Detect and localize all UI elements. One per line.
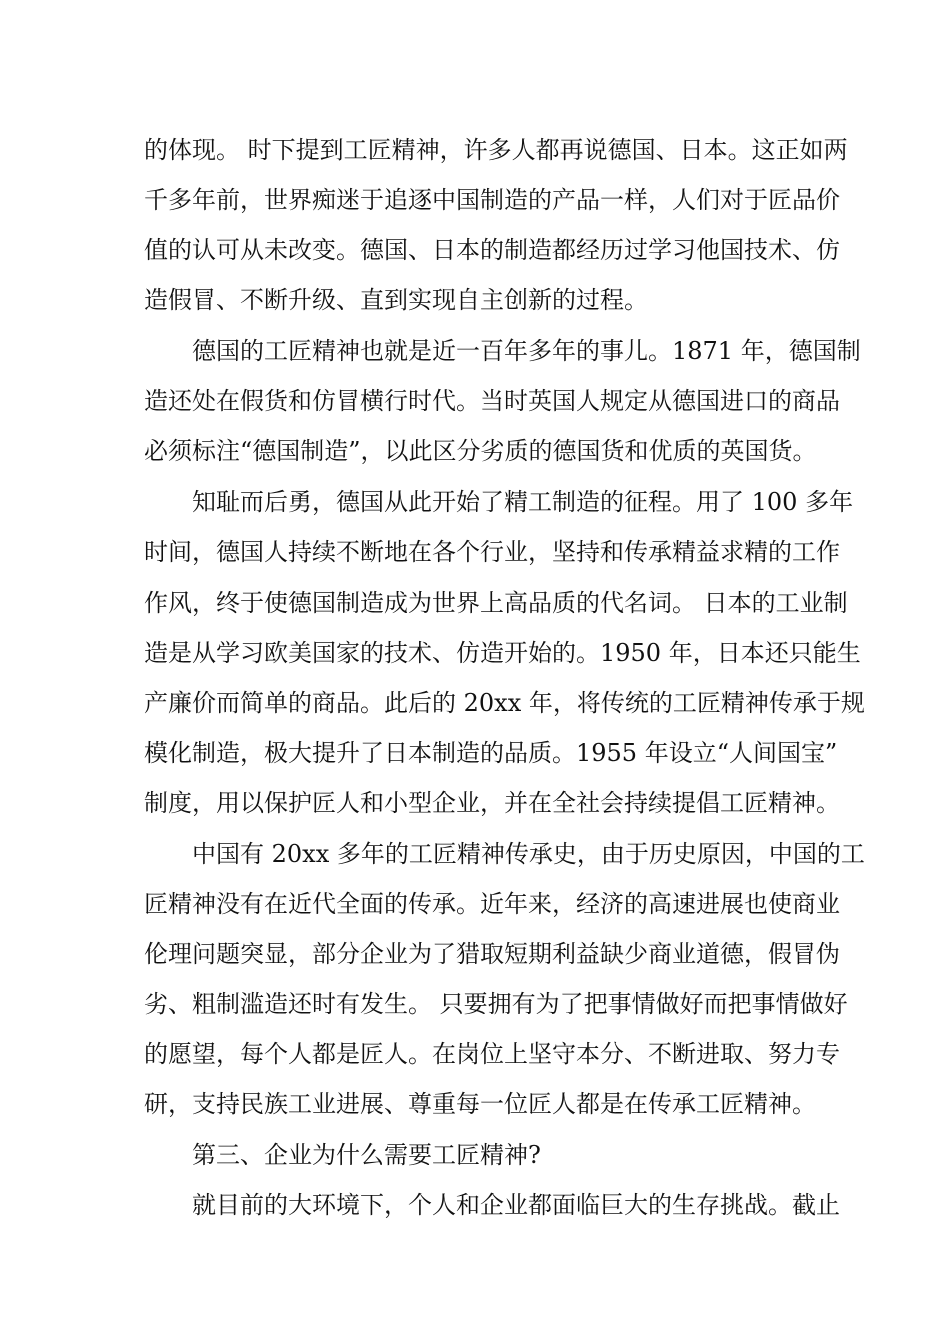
text-line: 值的认可从未改变。德国、日本的制造都经历过学习他国技术、仿: [144, 236, 840, 264]
text-line: 必须标注“德国制造”，以此区分劣质的德国货和优质的英国货。: [144, 437, 817, 465]
section-heading: 第三、企业为什么需要工匠精神?: [192, 1141, 541, 1169]
text-line: 模化制造，极大提升了日本制造的品质。1955 年设立“人间国宝”: [144, 739, 838, 767]
text-line: 劣、粗制滥造还时有发生。 只要拥有为了把事情做好而把事情做好: [144, 990, 848, 1018]
text-line: 伦理问题突显，部分企业为了猎取短期利益缺少商业道德，假冒伪: [144, 940, 840, 968]
text-line: 的愿望，每个人都是匠人。在岗位上坚守本分、不断进取、努力专: [144, 1040, 840, 1068]
text-line: 时间，德国人持续不断地在各个行业，坚持和传承精益求精的工作: [144, 538, 840, 566]
text-line: 德国的工匠精神也就是近一百年多年的事儿。1871 年，德国制: [192, 337, 861, 365]
text-line: 就目前的大环境下，个人和企业都面临巨大的生存挑战。截止: [192, 1191, 840, 1219]
text-line: 中国有 20xx 多年的工匠精神传承史，由于历史原因，中国的工: [192, 840, 865, 868]
text-line: 知耻而后勇，德国从此开始了精工制造的征程。用了 100 多年: [192, 488, 854, 516]
text-line: 造假冒、不断升级、直到实现自主创新的过程。: [144, 286, 648, 314]
text-line: 千多年前，世界痴迷于追逐中国制造的产品一样，人们对于匠品价: [144, 186, 840, 214]
text-line: 造是从学习欧美国家的技术、仿造开始的。1950 年，日本还只能生: [144, 639, 861, 667]
text-line: 匠精神没有在近代全面的传承。近年来，经济的高速进展也使商业: [144, 890, 840, 918]
text-line: 产廉价而简单的商品。此后的 20xx 年，将传统的工匠精神传承于规: [144, 689, 865, 717]
text-line: 制度，用以保护匠人和小型企业，并在全社会持续提倡工匠精神。: [144, 789, 840, 817]
text-line: 造还处在假货和仿冒横行时代。当时英国人规定从德国进口的商品: [144, 387, 840, 415]
text-line: 研，支持民族工业进展、尊重每一位匠人都是在传承工匠精神。: [144, 1090, 816, 1118]
text-line: 作风，终于使德国制造成为世界上高品质的代名词。 日本的工业制: [144, 589, 848, 617]
text-line: 的体现。 时下提到工匠精神，许多人都再说德国、日本。这正如两: [144, 136, 848, 164]
